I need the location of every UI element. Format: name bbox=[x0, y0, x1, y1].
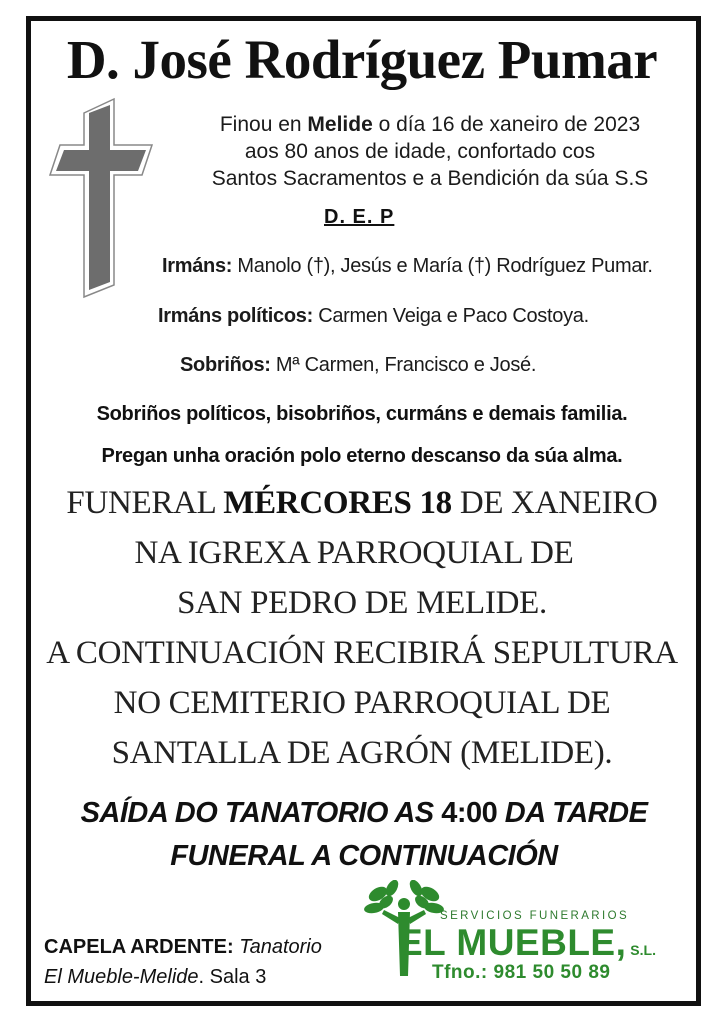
nephews-label: Sobriños: bbox=[180, 354, 271, 376]
funeral-line-2: NA IGREXA PARROQUIAL DE bbox=[134, 535, 574, 571]
departure-afternoon: DA TARDE bbox=[497, 797, 648, 829]
chapel-venue-name: El Mueble-Melide bbox=[44, 966, 199, 988]
company-logo bbox=[360, 880, 680, 985]
nephews-line bbox=[180, 354, 536, 377]
siblings-names: Manolo (†), Jesús e María (†) Rodríguez Pumar. bbox=[237, 255, 653, 277]
funeral-line-4: A CONTINUACIÓN RECIBIRÁ SEPULTURA bbox=[46, 635, 678, 671]
notice-place: Melide bbox=[307, 113, 373, 136]
funeral-line-1 bbox=[0, 485, 724, 522]
cross-icon bbox=[48, 97, 156, 299]
funeral-follows: FUNERAL A CONTINUACIÓN bbox=[170, 840, 558, 872]
funeral-month: DE XANEIRO bbox=[451, 485, 658, 521]
inlaws-names: Carmen Veiga e Paco Costoya. bbox=[318, 305, 589, 327]
funeral-line-3: SAN PEDRO DE MELIDE. bbox=[177, 585, 547, 621]
notice-date: o día 16 de xaneiro de 2023 bbox=[372, 113, 641, 136]
company-name-text: EL MUEBLE, bbox=[398, 922, 627, 963]
chapel-venue: Tanatorio bbox=[233, 936, 322, 958]
departure-time: 4:00 bbox=[441, 797, 498, 829]
siblings-label: Irmáns: bbox=[162, 255, 233, 277]
departure-line bbox=[0, 797, 724, 830]
notice-line-3: Santos Sacramentos e a Bendición da súa S.S bbox=[211, 167, 649, 190]
dep: D. E. P bbox=[324, 206, 395, 228]
siblings-line bbox=[162, 255, 653, 278]
notice-line-1 bbox=[160, 112, 700, 138]
notice-line-2: aos 80 anos de idade, confortado cos bbox=[244, 140, 596, 163]
departure-text: SAÍDA DO TANATORIO AS bbox=[80, 797, 442, 829]
chapel-line-1 bbox=[44, 936, 322, 959]
chapel-label: CAPELA ARDENTE: bbox=[44, 936, 234, 958]
company-tagline: SERVICIOS FUNERARIOS bbox=[440, 910, 630, 922]
company-name bbox=[398, 922, 656, 964]
company-phone: Tfno.: 981 50 50 89 bbox=[432, 962, 611, 983]
chapel-room: . Sala 3 bbox=[198, 966, 267, 988]
inlaws-label: Irmáns políticos: bbox=[158, 305, 313, 327]
other-family: Sobriños políticos, bisobriños, curmáns e demais familia. bbox=[96, 403, 628, 425]
notice-text: Finou en bbox=[219, 113, 308, 136]
funeral-line-5: NO CEMITERIO PARROQUIAL DE bbox=[113, 685, 611, 721]
company-suffix: S.L. bbox=[626, 942, 656, 958]
funeral-line-6: SANTALLA DE AGRÓN (MELIDE). bbox=[111, 735, 613, 771]
funeral-day: MÉRCORES 18 bbox=[223, 485, 452, 521]
chapel-line-2 bbox=[44, 966, 266, 989]
inlaws-line bbox=[158, 305, 589, 328]
nephews-names: Mª Carmen, Francisco e José. bbox=[275, 354, 537, 376]
prayer-request: Pregan unha oración polo eterno descanso da súa alma. bbox=[101, 445, 623, 467]
funeral-text: FUNERAL bbox=[66, 485, 224, 521]
deceased-name: D. José Rodríguez Pumar bbox=[66, 29, 658, 90]
